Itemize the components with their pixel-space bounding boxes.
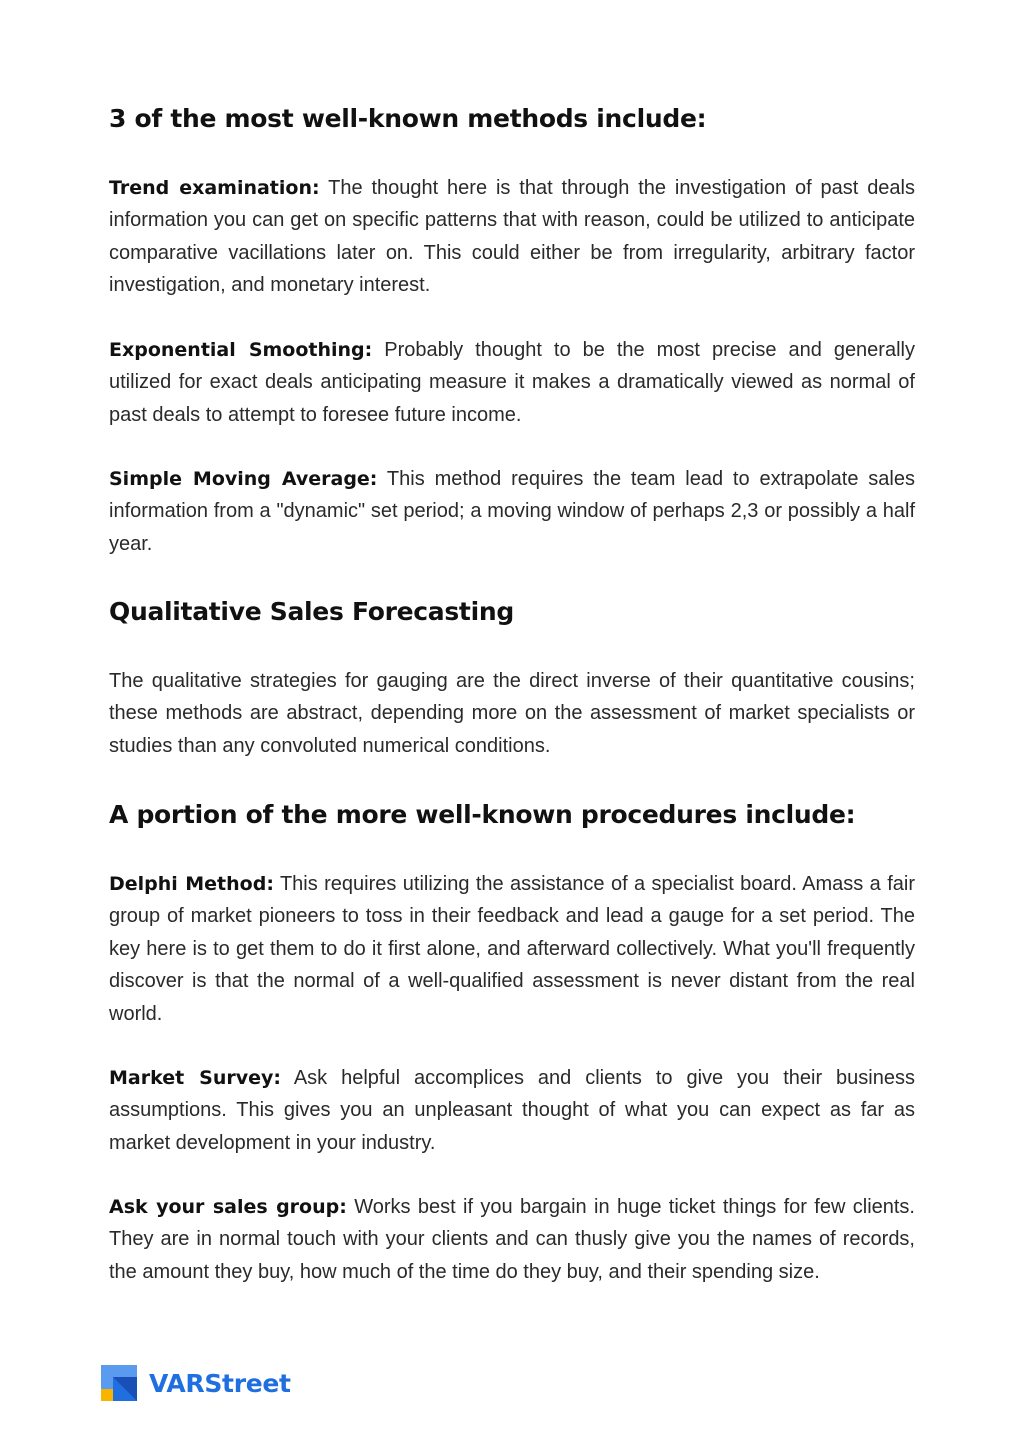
text-market-survey: Ask helpful accomplices and clients to give you their business assumptions. This gives you an unpleasant thought of what you can expect as far as market development in your industry. (109, 1067, 915, 1154)
term-ask-sales-group: Ask your sales group: (109, 1196, 347, 1218)
paragraph-delphi-method (109, 868, 915, 1030)
paragraph-market-survey (109, 1062, 915, 1159)
heading-qualitative-sales-forecasting: Qualitative Sales Forecasting (109, 597, 514, 626)
varstreet-logo-icon (101, 1365, 137, 1401)
paragraph-trend-examination (109, 172, 915, 302)
term-delphi-method: Delphi Method: (109, 873, 274, 895)
text-ask-sales-group: Works best if you bargain in huge ticket things for few clients. They are in normal touch with your clients and can thusly give you the names of records, the amount they buy, how much of the time do they buy, and their spending size. (109, 1196, 915, 1283)
text-qualitative-intro: The qualitative strategies for gauging are the direct inverse of their quantitative cousins; these methods are abstract, depending more on the assessment of market specialists or studies than any convoluted numerical conditions. (109, 670, 915, 757)
text-exponential-smoothing: Probably thought to be the most precise and generally utilized for exact deals anticipating measure it makes a dramatically viewed as normal of past deals to attempt to foresee future income. (109, 339, 915, 426)
section-qualitative-heading (109, 596, 915, 628)
term-exponential-smoothing: Exponential Smoothing: (109, 339, 373, 361)
text-delphi-method: This requires utilizing the assistance of a specialist board. Amass a fair group of market pioneers to toss in their feedback and lead a gauge for a set period. The key here is to get them to do it first alone, and afterward collectively. What you'll frequently discover is that the normal of a well-qualified assessment is never distant from the real world. (109, 873, 915, 1025)
paragraph-simple-moving-average (109, 463, 915, 560)
term-simple-moving-average: Simple Moving Average: (109, 468, 378, 490)
heading-well-known-methods: 3 of the most well-known methods include: (109, 104, 707, 133)
section-procedures-heading (109, 799, 915, 831)
paragraph-ask-sales-group (109, 1191, 915, 1288)
term-trend-examination: Trend examination: (109, 177, 320, 199)
section-methods-heading (109, 103, 915, 135)
text-trend-examination: The thought here is that through the investigation of past deals information you can get on specific patterns that with reason, could be utilized to anticipate comparative vacillations later on. This could either be from irregularity, arbitrary factor investigation, and monetary interest. (109, 177, 916, 297)
heading-well-known-procedures: A portion of the more well-known procedures include: (109, 800, 856, 829)
varstreet-logo (101, 1364, 291, 1402)
paragraph-qualitative-intro (109, 665, 915, 762)
term-market-survey: Market Survey: (109, 1067, 282, 1089)
text-simple-moving-average: This method requires the team lead to extrapolate sales information from a "dynamic" set period; a moving window of perhaps 2,3 or possibly a half year. (109, 468, 915, 555)
logo-wordmark: VARStreet (149, 1368, 291, 1398)
paragraph-exponential-smoothing (109, 334, 915, 431)
